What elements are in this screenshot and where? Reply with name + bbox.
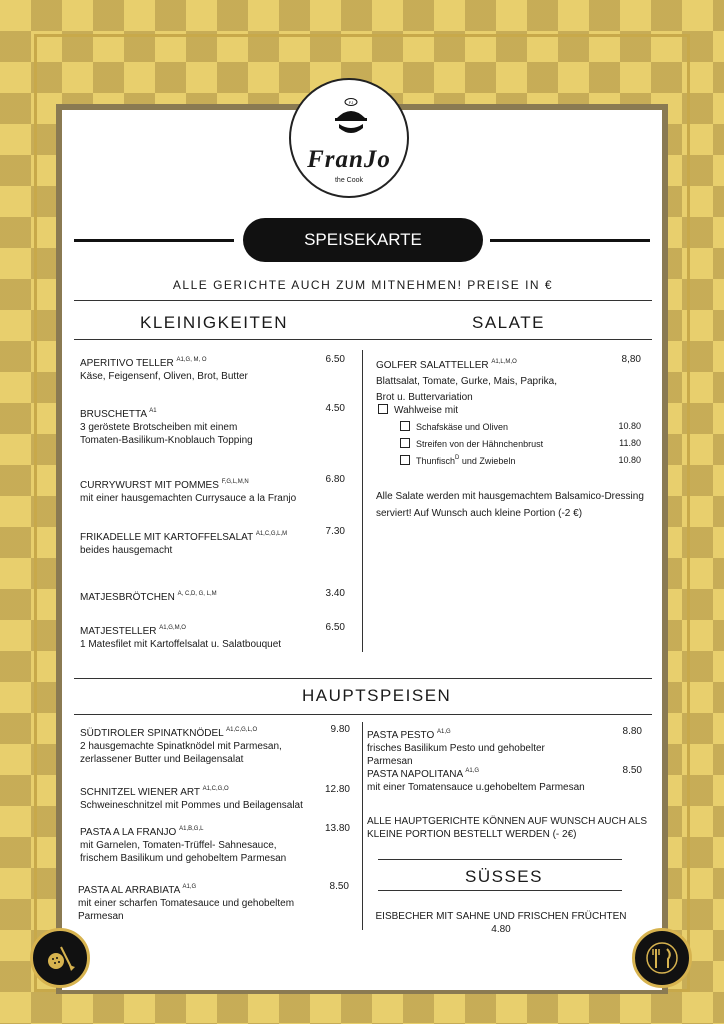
section-divider (74, 678, 652, 679)
cutlery-badge (632, 928, 692, 988)
menu-item: GOLFER SALATTELLER $^{A1,L,M,O}$ Blattsalat, Tomate, Gurke, Mais, Paprika, Brot u. Buttervariation (376, 359, 558, 403)
salad-option: Schafskäse und Oliven (400, 421, 508, 432)
option-price: 11.80 (619, 438, 641, 448)
section-divider (74, 300, 652, 301)
menu-item: PASTA A LA FRANJO $^{A1,B,G,L}$ mit Garnelen, Tomaten-Trüffel- Sahnesauce, frischem Basilikum und gehobeltem Parmesan (80, 826, 287, 864)
item-price: 12.80 (324, 784, 350, 795)
hauptspeisen-heading: HAUPTSPEISEN (302, 686, 452, 705)
checkbox[interactable] (400, 455, 410, 465)
title-rule-right (490, 239, 650, 242)
golf-icon (43, 941, 77, 975)
checkbox[interactable] (378, 404, 388, 414)
main-course-note: ALLE HAUPTGERICHTE KÖNNEN AUF WUNSCH AUCH ALS KLEINE PORTION BESTELLT WERDEN (- 2€) (367, 816, 648, 840)
item-price: 6.50 (325, 622, 345, 633)
checkbox[interactable] (400, 438, 410, 448)
item-price: 13.80 (324, 823, 350, 834)
item-price: 4.50 (325, 403, 345, 414)
menu-item: PASTA AL ARRABIATA $^{A1,G}$ mit einer scharfen Tomatesauce und gehobeltem Parmesan (78, 884, 295, 922)
item-price: 6.80 (325, 474, 345, 485)
menu-item: CURRYWURST MIT POMMES $^{F,G,L,M,N}$ mit einer hausgemachten Currysauce a la Franjo (80, 479, 297, 504)
cloche-hand-icon (333, 98, 369, 142)
menu-subtitle: ALLE GERICHTE AUCH ZUM MITNEHMEN! PREISE IN € (172, 278, 554, 292)
section-divider (378, 859, 622, 860)
item-price: 8.50 (622, 765, 642, 776)
dessert-item: EISBECHER MIT SAHNE UND FRISCHEN FRÜCHTEN 4.80 (375, 911, 627, 935)
brand-name: FranJo (307, 146, 391, 173)
option-price: 10.80 (618, 455, 641, 465)
golf-badge (30, 928, 90, 988)
menu-item: FRIKADELLE MIT KARTOFFELSALAT $^{A1,C,G,L,M}$ beides hausgemacht (80, 531, 288, 556)
logo-monogram: FJ (348, 100, 354, 105)
menu-item: SCHNITZEL WIENER ART $^{A1,C,G,O}$ Schweineschnitzel mit Pommes und Beilagensalat (80, 786, 303, 811)
menu-item: APERITIVO TELLER $^{A1,G, M, O}$ Käse, Feigensenf, Oliven, Brot, Butter (80, 357, 248, 382)
item-price: 8.50 (329, 881, 349, 892)
menu-item: BRUSCHETTA $^{A1}$ 3 geröstete Brotscheiben mit einem Tomaten-Basilikum-Knoblauch Topping (80, 408, 253, 446)
item-price: 7.30 (325, 526, 345, 537)
menu-title: SPEISEKARTE (243, 218, 483, 262)
menu-item: PASTA PESTO $^{A1,G}$ frisches Basilikum Pesto und gehobelter Parmesan (367, 729, 545, 767)
cutlery-icon (645, 941, 679, 975)
brand-logo (289, 78, 409, 198)
item-price: 3.40 (325, 588, 345, 599)
salad-option: Streifen von der Hähnchenbrust (400, 438, 543, 449)
suesses-heading: SÜSSES (465, 867, 543, 886)
menu-item: PASTA NAPOLITANA $^{A1,G}$ mit einer Tomatensauce u.gehobeltem Parmesan (367, 768, 585, 793)
menu-item: MATJESBRÖTCHEN $^{A, C,D, G, L,M}$ (80, 591, 217, 603)
section-divider (74, 714, 652, 715)
menu-item: SÜDTIROLER SPINATKNÖDEL $^{A1,C,G,L,O}$ 2 hausgemachte Spinatknödel mit Parmesan, zerlassener Butter und Beilagensalat (80, 727, 282, 765)
item-price: 6.50 (325, 354, 345, 365)
choice-label: Wahlweise mit (378, 404, 458, 417)
salate-heading: SALATE (472, 313, 545, 332)
item-price: 8,80 (621, 354, 641, 365)
kleinigkeiten-heading: KLEINIGKEITEN (140, 313, 288, 332)
section-divider (74, 339, 652, 340)
column-divider (362, 722, 363, 930)
option-price: 10.80 (618, 421, 641, 431)
item-price: 8.80 (622, 726, 642, 737)
salad-option: Thunfisch$^D$ und Zwiebeln (400, 455, 515, 466)
checkbox[interactable] (400, 421, 410, 431)
menu-item: MATJESTELLER $^{A1,G,M,O}$ 1 Matesfilet mit Kartoffelsalat u. Salatbouquet (80, 625, 282, 650)
brand-tagline: the Cook (334, 177, 364, 184)
salad-note: Alle Salate werden mit hausgemachtem Balsamico-Dressing serviert! Auf Wunsch auch kleine Portion (-2 €) (376, 491, 644, 519)
section-divider (378, 890, 622, 891)
item-price: 9.80 (330, 724, 350, 735)
column-divider (362, 350, 363, 652)
title-rule-left (74, 239, 234, 242)
